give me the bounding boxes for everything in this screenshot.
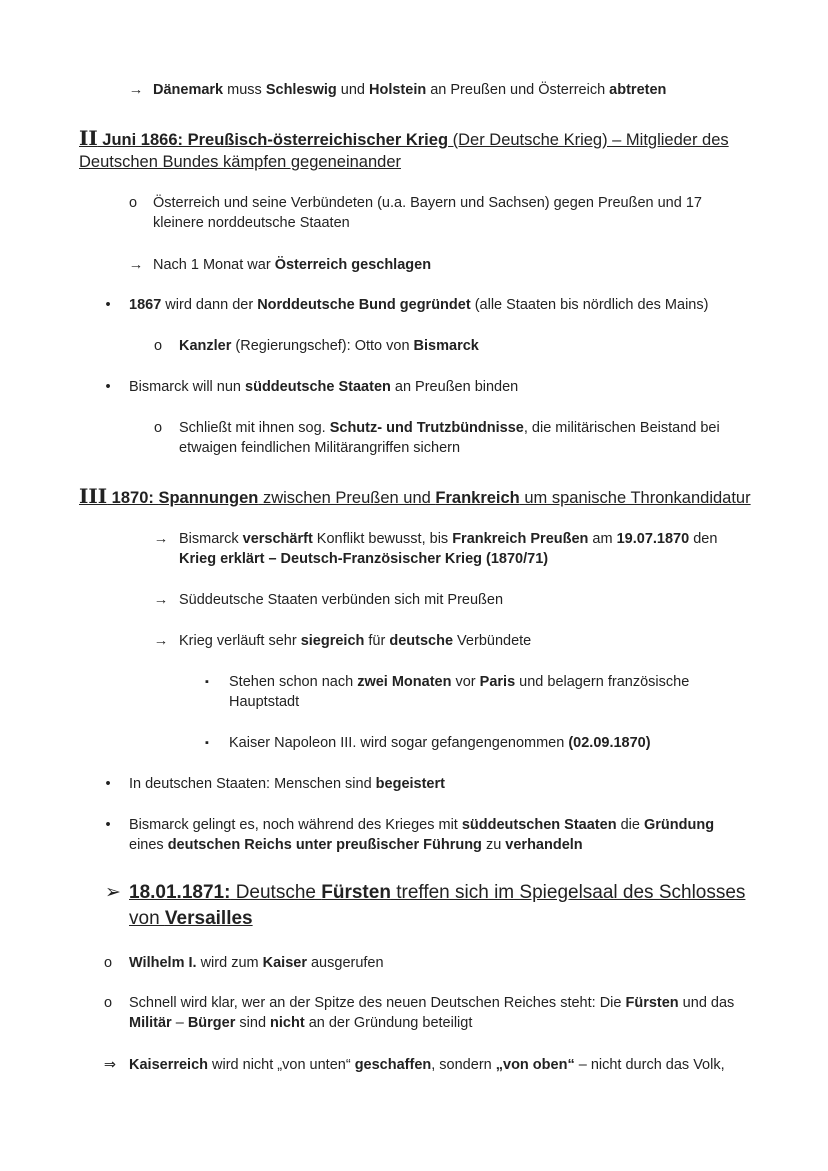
bullet-icon: • (105, 379, 111, 395)
circle-bullet-icon: o (128, 195, 138, 211)
enthusiasm-line: In deutschen Staaten: Menschen sind begeistert (129, 776, 445, 792)
paris-siege-line-2: Hauptstadt (229, 694, 300, 710)
arrow-icon: → (153, 592, 169, 608)
bullet-icon: • (105, 817, 111, 833)
arrow-icon: → (153, 633, 169, 649)
heading-1866-war: II Juni 1866: Preußisch-österreichischer Krieg (Der Deutsche Krieg) – Mitglieder des (79, 126, 729, 150)
north-german-confederation-line: 1867 wird dann der Norddeutsche Bund gegründet (alle Staaten bis nördlich des Mains) (129, 297, 709, 313)
arrow-icon: → (153, 531, 169, 547)
austria-allies-text: Österreich und seine Verbündeten (u.a. Bayern und Sachsen) gegen Preußen und 17 (153, 195, 702, 211)
square-bullet-icon: ▪ (205, 737, 209, 749)
square-bullet-icon: ▪ (205, 676, 209, 688)
princes-military-line: Schnell wird klar, wer an der Spitze des neuen Deutschen Reiches steht: Die Fürsten und das (129, 995, 735, 1011)
double-arrow-icon: ⇒ (103, 1057, 117, 1073)
kaiser-proclaimed-line: Wilhelm I. wird zum Kaiser ausgerufen (129, 955, 384, 971)
arrow-icon: → (128, 257, 144, 273)
bullet-icon: • (105, 297, 111, 313)
southern-allies-line: Süddeutsche Staaten verbünden sich mit Preußen (179, 592, 504, 608)
denmark-line: Dänemark muss Schleswig und Holstein an Preußen und Österreich abtreten (153, 82, 667, 98)
empire-negotiation-line: Bismarck gelingt es, noch während des Krieges mit süddeutschen Staaten die Gründung (129, 817, 715, 833)
war-victorious-line: Krieg verläuft sehr siegreich für deutsche Verbündete (179, 633, 532, 649)
circle-bullet-icon: o (103, 995, 113, 1011)
versailles-heading-line2: von Versailles (129, 908, 253, 929)
empire-from-above-line: Kaiserreich wird nicht „von unten“ geschaffen, sondern „von oben“ – nicht durch das Volk, (129, 1057, 725, 1073)
arrow-icon: → (128, 82, 144, 98)
arrowhead-bullet-icon: ➢ (105, 882, 121, 903)
chancellor-line: Kanzler (Regierungschef): Otto von Bismarck (179, 338, 479, 354)
princes-military-line-2: Militär – Bürger sind nicht an der Gründung beteiligt (129, 1015, 473, 1031)
bullet-icon: • (105, 776, 111, 792)
circle-bullet-icon: o (153, 338, 163, 354)
versailles-heading: 18.01.1871: Deutsche Fürsten treffen sich im Spiegelsaal des Schlosses (129, 882, 746, 903)
circle-bullet-icon: o (153, 420, 163, 436)
circle-bullet-icon: o (103, 955, 113, 971)
heading-1870-tensions: III 1870: Spannungen zwischen Preußen und Frankreich um spanische Thronkandidatur (79, 484, 751, 508)
austria-defeated-line: Nach 1 Monat war Österreich geschlagen (153, 257, 432, 273)
empire-negotiation-line-2: eines deutschen Reichs unter preußischer Führung zu verhandeln (129, 837, 583, 853)
bismarck-conflict-line: Bismarck verschärft Konflikt bewusst, bis Frankreich Preußen am 19.07.1870 den (179, 531, 718, 547)
napoleon-captured-line: Kaiser Napoleon III. wird sogar gefangengenommen (02.09.1870) (229, 735, 651, 751)
austria-allies-text-line2: kleinere norddeutsche Staaten (153, 215, 350, 231)
alliance-line: Schließt mit ihnen sog. Schutz- und Trutzbündnisse, die militärischen Beistand bei (179, 420, 720, 436)
heading-1866-war-line2: Deutschen Bundes kämpfen gegeneinander (79, 153, 401, 171)
bismarck-conflict-line-2: Krieg erklärt – Deutsch-Französischer Krieg (1870/71) (179, 551, 549, 567)
paris-siege-line: Stehen schon nach zwei Monaten vor Paris und belagern französische (229, 674, 690, 690)
alliance-line-2: etwaigen feindlichen Militärangriffen sichern (179, 440, 461, 456)
southern-states-line: Bismarck will nun süddeutsche Staaten an Preußen binden (129, 379, 519, 395)
